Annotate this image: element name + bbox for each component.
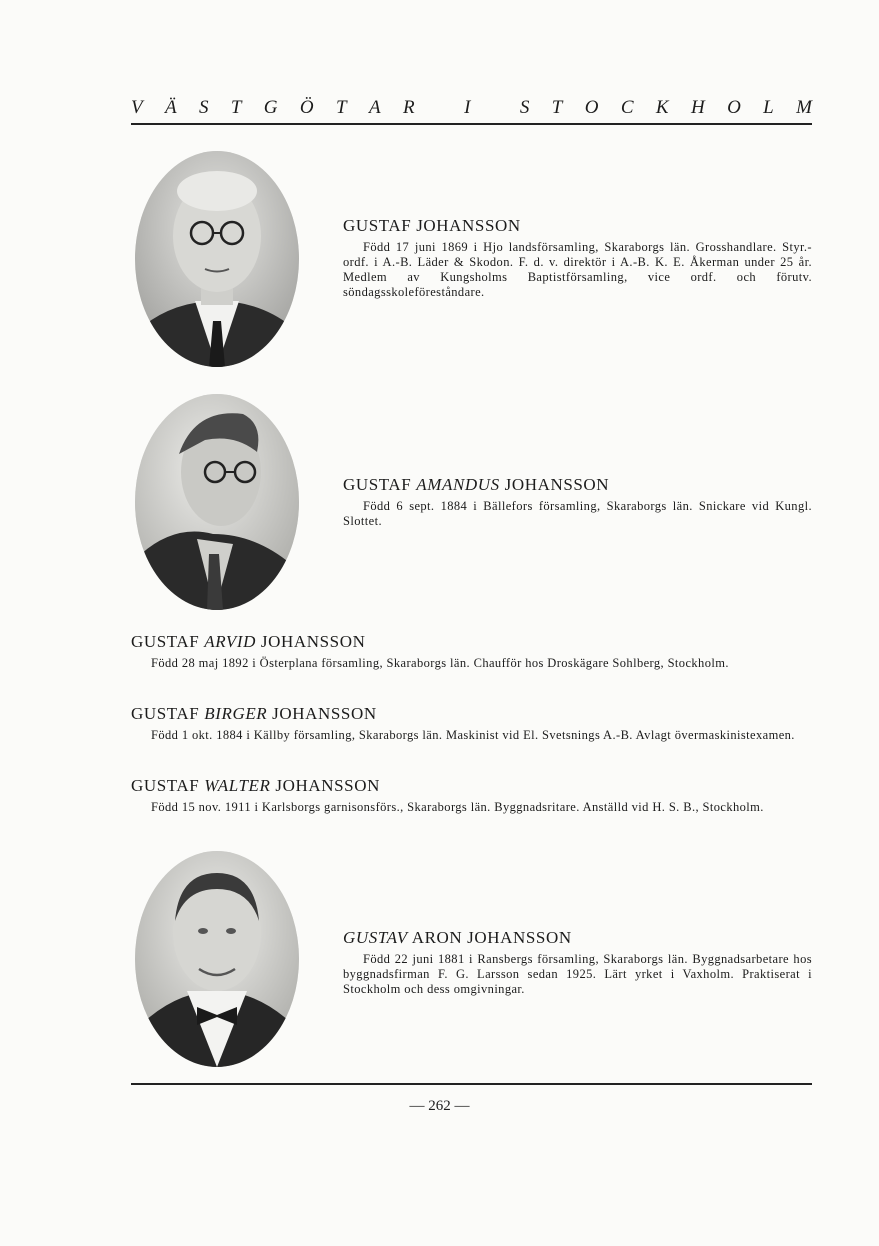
entry-bio: Född 17 juni 1869 i Hjo landsförsamling, Skaraborgs län. Grosshandlare. Styr.-ordf. i A.-B. Läder & Skodon. F. d. v. direktör i A.-B. K. E. Åkerman under 25 år. Medlem av Kungsholms Baptistförsamling, vice ordf. och förutv. söndagsskoleföreståndare. <box>343 240 812 299</box>
running-head-letter: Ö <box>299 97 314 118</box>
entry-gustaf-amandus-johansson <box>343 475 812 529</box>
entry-name: GUSTAF ARVID JOHANSSON <box>131 632 366 651</box>
running-head-letter: O <box>584 97 599 118</box>
entry-bio: Född 1 okt. 1884 i Källby församling, Skaraborgs län. Maskinist vid El. Svetsnings A.-B. Avlagt övermaskinistexamen. <box>151 728 795 742</box>
header-rule <box>131 123 812 125</box>
entry-bio: Född 15 nov. 1911 i Karlsborgs garnisonsförs., Skaraborgs län. Byggnadsritare. Anställd vid H. S. B., Stockholm. <box>151 800 764 814</box>
entry-gustav-aron-johansson <box>343 928 812 997</box>
portrait-gustaf-amandus-johansson <box>135 394 299 610</box>
running-head-letter: O <box>727 97 741 118</box>
portrait-gustav-aron-johansson <box>135 851 299 1067</box>
running-head-letter: M <box>796 97 812 118</box>
running-head-letter: T <box>230 97 242 118</box>
entry-name: GUSTAF JOHANSSON <box>343 216 521 235</box>
page-number: — 262 — <box>409 1098 470 1114</box>
entry-name: GUSTAF WALTER JOHANSSON <box>131 776 380 795</box>
footer-rule <box>131 1083 812 1085</box>
running-head-letter: G <box>263 97 278 118</box>
running-head-gap <box>437 97 442 119</box>
running-head-letter: S <box>198 97 209 118</box>
running-head-letter: V <box>131 97 143 118</box>
entry-gustaf-walter-johansson <box>131 776 812 815</box>
running-head-letter: L <box>763 97 774 118</box>
entry-bio: Född 6 sept. 1884 i Bällefors församling, Skaraborgs län. Snickare vid Kungl. Slottet. <box>343 499 812 528</box>
entry-name: GUSTAF AMANDUS JOHANSSON <box>343 475 610 494</box>
running-head-letter: I <box>464 97 471 118</box>
entry-bio: Född 22 juni 1881 i Ransbergs församling, Skaraborgs län. Byggnadsarbetare hos byggnadsfirman F. G. Larsson sedan 1925. Lärt yrket i Vaxholm. Praktiserat i Stockholm och dess omgivningar. <box>343 952 812 996</box>
running-head-letter: Ä <box>164 97 177 118</box>
entry-name: GUSTAF BIRGER JOHANSSON <box>131 704 377 723</box>
running-head-letter: T <box>336 97 347 118</box>
entry-gustaf-arvid-johansson <box>131 632 812 671</box>
entry-name: GUSTAV ARON JOHANSSON <box>343 928 572 947</box>
portrait-gustaf-johansson <box>135 151 299 367</box>
entry-gustaf-birger-johansson <box>131 704 812 743</box>
running-head-letter: A <box>368 97 381 118</box>
running-head-letter: S <box>519 97 530 118</box>
running-head-gap <box>493 97 498 119</box>
entry-gustaf-johansson <box>343 216 812 300</box>
running-head-letter: K <box>655 97 669 118</box>
running-head-letter: H <box>690 97 705 118</box>
running-head-letter: T <box>551 97 563 118</box>
running-head <box>131 97 812 119</box>
running-head-letter: C <box>620 97 634 118</box>
running-head-letter: R <box>402 97 415 118</box>
entry-bio: Född 28 maj 1892 i Österplana församling, Skaraborgs län. Chaufför hos Droskägare Sohlberg, Stockholm. <box>151 656 729 670</box>
